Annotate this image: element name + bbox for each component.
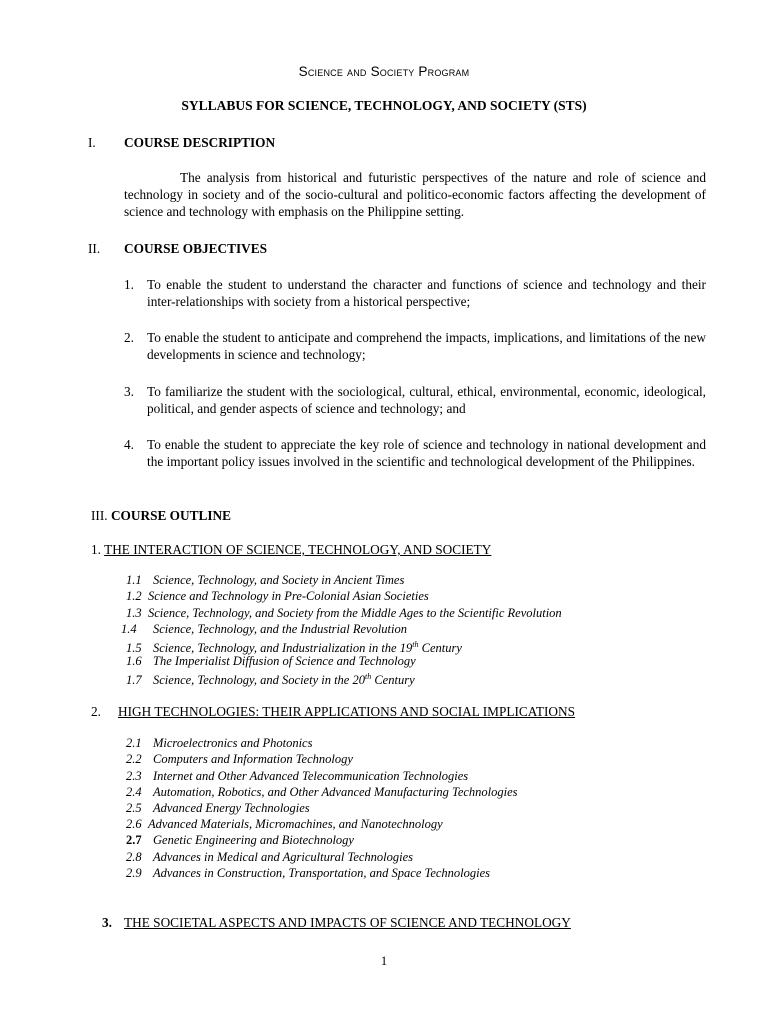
- outline-item: 2.6 Advanced Materials, Micromachines, and Nanotechnology: [126, 817, 443, 831]
- page-number: 1: [380, 954, 388, 968]
- objective-text: To enable the student to understand the character and functions of science and technology and their inter-relationships with society from a historical perspective;: [147, 277, 706, 309]
- objective-number: 2.: [124, 330, 134, 345]
- document-title: SYLLABUS FOR SCIENCE, TECHNOLOGY, AND SOCIETY (STS): [181, 98, 587, 113]
- topic-title: THE INTERACTION OF SCIENCE, TECHNOLOGY, AND SOCIETY: [104, 542, 492, 557]
- course-description-text: The analysis from historical and futuristic perspectives of the nature and role of science and technology in society and of the socio-cultural and politico-economic factors affecting the development of science and technology with emphasis on the Philippine setting.: [124, 170, 706, 219]
- outline-item: 2.7 Genetic Engineering and Biotechnology: [126, 833, 354, 847]
- section-heading-outline: [91, 507, 231, 524]
- outline-item: 2.5 Advanced Energy Technologies: [126, 801, 310, 815]
- outline-item: 1.5 Science, Technology, and Industrialization in the 19th Century: [126, 640, 462, 656]
- objective-text: To familiarize the student with the sociological, cultural, ethical, environmental, economic, ideological, political, and gender aspects of science and technology; and: [147, 384, 706, 416]
- objective-number: 3.: [124, 384, 134, 399]
- outline-item: 2.1 Microelectronics and Photonics: [126, 736, 313, 750]
- outline-item: 1.7 Science, Technology, and Society in the 20th Century: [126, 672, 415, 688]
- objective-number: 1.: [124, 277, 134, 292]
- objective-text: To enable the student to anticipate and comprehend the impacts, implications, and limitations of the new developments in science and technology;: [147, 330, 706, 362]
- section-number-outline: III.: [91, 508, 108, 523]
- outline-item: 1.4 Science, Technology, and the Industrial Revolution: [121, 622, 408, 636]
- section-title-objectives: COURSE OBJECTIVES: [124, 241, 267, 256]
- section-number-description: I.: [88, 135, 96, 150]
- topic-title: THE SOCIETAL ASPECTS AND IMPACTS OF SCIENCE AND TECHNOLOGY: [124, 915, 571, 930]
- outline-item: 1.3 Science, Technology, and Society from the Middle Ages to the Scientific Revolution: [126, 606, 562, 620]
- objective-number: 4.: [124, 437, 134, 452]
- program-header: Science and Society Program: [298, 64, 470, 79]
- topic-heading-2: [91, 703, 575, 720]
- outline-item: 2.2 Computers and Information Technology: [126, 752, 353, 766]
- section-title-outline: COURSE OUTLINE: [110, 508, 232, 523]
- topic-number: 1.: [91, 542, 101, 557]
- section-title-description: COURSE DESCRIPTION: [124, 135, 276, 150]
- topic-number: 2.: [91, 704, 101, 719]
- outline-item: 2.4 Automation, Robotics, and Other Advanced Manufacturing Technologies: [126, 785, 518, 799]
- section-number-objectives: II.: [88, 241, 101, 256]
- outline-item: 2.8 Advances in Medical and Agricultural Technologies: [126, 850, 414, 864]
- topic-heading-3: [102, 914, 571, 931]
- outline-item: 2.9 Advances in Construction, Transportation, and Space Technologies: [126, 866, 491, 880]
- topic-title: HIGH TECHNOLOGIES: THEIR APPLICATIONS AND SOCIAL IMPLICATIONS: [118, 704, 576, 719]
- topic-heading-1: [91, 541, 491, 558]
- outline-item: 1.6 The Imperialist Diffusion of Science and Technology: [126, 654, 416, 668]
- outline-item: 2.3 Internet and Other Advanced Telecommunication Technologies: [126, 769, 469, 783]
- objective-text: To enable the student to appreciate the key role of science and technology in national development and the important policy issues involved in the scientific and technological development of the Philippines.: [147, 437, 706, 469]
- outline-item: 1.1 Science, Technology, and Society in Ancient Times: [126, 573, 405, 587]
- topic-number: 3.: [102, 915, 112, 930]
- outline-item: 1.2 Science and Technology in Pre-Colonial Asian Societies: [126, 589, 429, 603]
